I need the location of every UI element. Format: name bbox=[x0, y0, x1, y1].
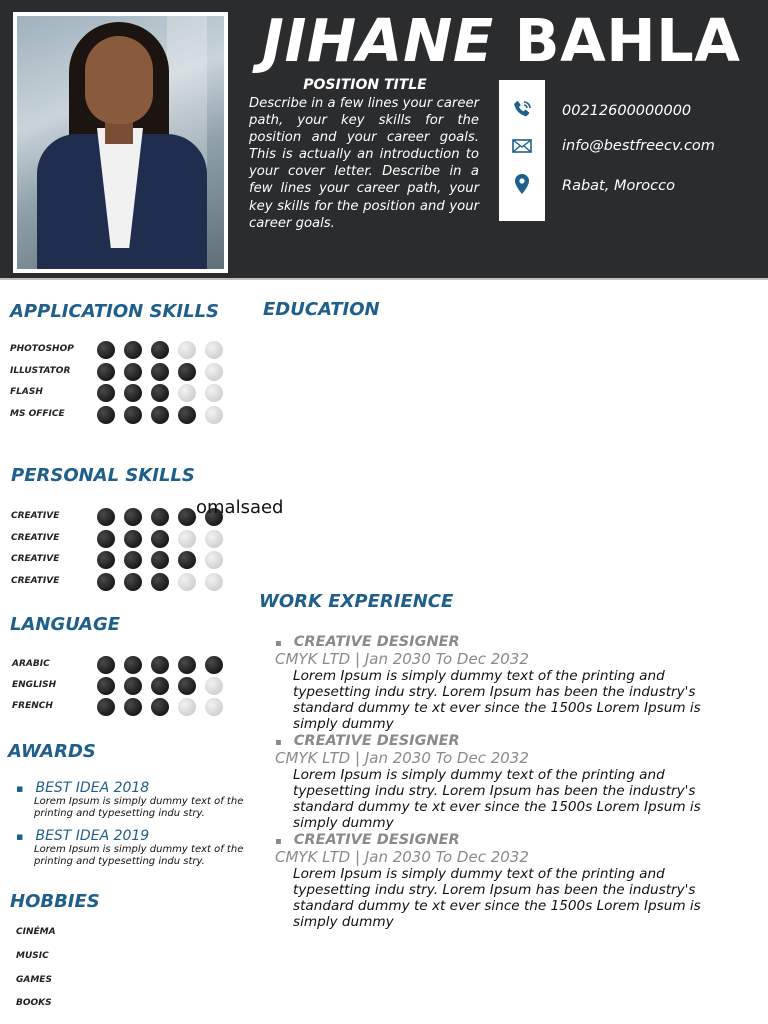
envelope-icon bbox=[510, 134, 534, 158]
rating-dot-empty bbox=[205, 363, 223, 381]
rating-dot-filled bbox=[124, 508, 142, 526]
rating-dot-empty bbox=[205, 573, 223, 591]
job-company-dates: CMYK LTD | Jan 2030 To Dec 2032 bbox=[275, 650, 529, 668]
skill-label: ENGLISH bbox=[12, 680, 57, 690]
rating-dot-filled bbox=[97, 341, 115, 359]
rating-dot-filled bbox=[151, 698, 169, 716]
rating-dot-empty bbox=[178, 341, 196, 359]
rating-dot-empty bbox=[178, 698, 196, 716]
job-description: Lorem Ipsum is simply dummy text of the printing and typesetting indu stry. Lorem Ipsum has been the industry's standard dummy te xt ever since the 1500s Lorem Ipsum is simply dummy bbox=[293, 668, 701, 732]
rating-dot-filled bbox=[97, 406, 115, 424]
language-heading: LANGUAGE bbox=[10, 614, 121, 635]
rating-dot-filled bbox=[124, 406, 142, 424]
hobby-item: GAMES bbox=[16, 975, 52, 985]
skill-rating bbox=[97, 530, 223, 548]
job-company-dates: CMYK LTD | Jan 2030 To Dec 2032 bbox=[275, 749, 529, 767]
rating-dot-filled bbox=[178, 551, 196, 569]
hobby-item: BOOKS bbox=[16, 998, 52, 1008]
award-item bbox=[16, 780, 256, 820]
skill-label: CREATIVE bbox=[11, 511, 60, 521]
awards-heading: AWARDS bbox=[8, 741, 96, 762]
rating-dot-filled bbox=[124, 573, 142, 591]
application-skills-heading: APPLICATION SKILLS bbox=[10, 301, 220, 322]
hobby-item: MUSIC bbox=[16, 951, 49, 961]
award-title: ▪ BEST IDEA 2018 bbox=[16, 780, 256, 796]
skill-rating bbox=[97, 384, 223, 402]
job-company-dates: CMYK LTD | Jan 2030 To Dec 2032 bbox=[275, 848, 529, 866]
location: Rabat, Morocco bbox=[562, 178, 675, 194]
skill-rating bbox=[97, 698, 223, 716]
rating-dot-filled bbox=[151, 384, 169, 402]
skill-rating bbox=[97, 656, 223, 674]
rating-dot-filled bbox=[178, 406, 196, 424]
rating-dot-empty bbox=[205, 384, 223, 402]
skill-label: FRENCH bbox=[12, 701, 53, 711]
job-description: Lorem Ipsum is simply dummy text of the printing and typesetting indu stry. Lorem Ipsum has been the industry's standard dummy te xt ever since the 1500s Lorem Ipsum is simply dummy bbox=[293, 767, 701, 831]
contact-icons-panel bbox=[499, 80, 545, 221]
rating-dot-filled bbox=[97, 573, 115, 591]
rating-dot-filled bbox=[151, 551, 169, 569]
rating-dot-filled bbox=[151, 406, 169, 424]
rating-dot-filled bbox=[151, 341, 169, 359]
rating-dot-filled bbox=[97, 363, 115, 381]
rating-dot-filled bbox=[124, 384, 142, 402]
rating-dot-filled bbox=[178, 656, 196, 674]
skill-rating bbox=[97, 406, 223, 424]
rating-dot-empty bbox=[178, 573, 196, 591]
rating-dot-filled bbox=[151, 656, 169, 674]
rating-dot-empty bbox=[205, 406, 223, 424]
watermark-text: omalsaed bbox=[196, 497, 284, 518]
rating-dot-filled bbox=[205, 656, 223, 674]
work-experience-entry bbox=[275, 634, 745, 732]
rating-dot-filled bbox=[178, 508, 196, 526]
award-description: Lorem Ipsum is simply dummy text of the printing and typesetting indu stry. bbox=[34, 796, 244, 819]
rating-dot-empty bbox=[178, 384, 196, 402]
skill-label: MS OFFICE bbox=[10, 408, 65, 419]
job-title: ▪ CREATIVE DESIGNER bbox=[275, 832, 745, 848]
rating-dot-filled bbox=[151, 363, 169, 381]
rating-dot-empty bbox=[178, 530, 196, 548]
rating-dot-filled bbox=[178, 363, 196, 381]
skill-label: CREATIVE bbox=[11, 554, 60, 564]
skill-label: FLASH bbox=[10, 387, 43, 397]
last-name: BAHLA bbox=[514, 6, 741, 75]
rating-dot-filled bbox=[178, 677, 196, 695]
job-title: ▪ CREATIVE DESIGNER bbox=[275, 733, 745, 749]
skill-rating bbox=[97, 573, 223, 591]
rating-dot-empty bbox=[205, 551, 223, 569]
rating-dot-filled bbox=[97, 677, 115, 695]
rating-dot-filled bbox=[151, 508, 169, 526]
award-item bbox=[16, 828, 256, 868]
skill-rating bbox=[97, 341, 223, 359]
rating-dot-filled bbox=[124, 656, 142, 674]
rating-dot-filled bbox=[97, 384, 115, 402]
rating-dot-filled bbox=[124, 341, 142, 359]
rating-dot-filled bbox=[124, 698, 142, 716]
email-address: info@bestfreecv.com bbox=[562, 138, 715, 154]
rating-dot-filled bbox=[124, 530, 142, 548]
location-pin-icon bbox=[510, 172, 534, 196]
award-description: Lorem Ipsum is simply dummy text of the printing and typesetting indu stry. bbox=[34, 844, 244, 867]
rating-dot-filled bbox=[97, 698, 115, 716]
resume-header bbox=[0, 0, 768, 280]
skill-label: ILLUSTATOR bbox=[10, 365, 71, 376]
rating-dot-filled bbox=[97, 656, 115, 674]
first-name: JIHANE bbox=[262, 6, 494, 75]
job-title: ▪ CREATIVE DESIGNER bbox=[275, 634, 745, 650]
rating-dot-filled bbox=[124, 363, 142, 381]
hobbies-heading: HOBBIES bbox=[10, 891, 100, 912]
rating-dot-filled bbox=[124, 551, 142, 569]
skill-label: PHOTOSHOP bbox=[10, 344, 74, 354]
rating-dot-filled bbox=[151, 677, 169, 695]
phone-number: 00212600000000 bbox=[562, 103, 692, 119]
profile-photo bbox=[13, 12, 228, 273]
skill-rating bbox=[97, 551, 223, 569]
rating-dot-filled bbox=[151, 530, 169, 548]
work-experience-entry bbox=[275, 832, 745, 930]
skill-rating bbox=[97, 677, 223, 695]
skill-rating bbox=[97, 363, 223, 381]
phone-icon bbox=[510, 98, 534, 122]
skill-label: ARABIC bbox=[12, 659, 50, 669]
rating-dot-empty bbox=[205, 341, 223, 359]
rating-dot-filled bbox=[151, 573, 169, 591]
photo-face bbox=[85, 36, 153, 124]
full-name bbox=[262, 6, 762, 75]
work-experience-heading: WORK EXPERIENCE bbox=[259, 591, 454, 612]
rating-dot-filled bbox=[124, 677, 142, 695]
rating-dot-empty bbox=[205, 698, 223, 716]
award-title: ▪ BEST IDEA 2019 bbox=[16, 828, 256, 844]
rating-dot-filled bbox=[97, 508, 115, 526]
personal-skills-heading: PERSONAL SKILLS bbox=[11, 465, 195, 486]
profile-photo-image bbox=[17, 16, 224, 269]
rating-dot-empty bbox=[205, 677, 223, 695]
position-title: POSITION TITLE bbox=[303, 77, 427, 93]
rating-dot-filled bbox=[97, 551, 115, 569]
education-heading: EDUCATION bbox=[263, 299, 380, 320]
skill-label: CREATIVE bbox=[11, 575, 60, 586]
rating-dot-filled bbox=[97, 530, 115, 548]
hobby-item: CINÉMA bbox=[16, 927, 56, 937]
job-description: Lorem Ipsum is simply dummy text of the printing and typesetting indu stry. Lorem Ipsum has been the industry's standard dummy te xt ever since the 1500s Lorem Ipsum is simply dummy bbox=[293, 866, 701, 930]
rating-dot-empty bbox=[205, 530, 223, 548]
skill-label: CREATIVE bbox=[11, 532, 60, 543]
career-summary: Describe in a few lines your career path, your key skills for the position and your career goals. This is actually an introduction to your cover letter. Describe in a few lines your career path, your key skills for the position and your career goals. bbox=[249, 96, 479, 231]
work-experience-entry bbox=[275, 733, 745, 831]
